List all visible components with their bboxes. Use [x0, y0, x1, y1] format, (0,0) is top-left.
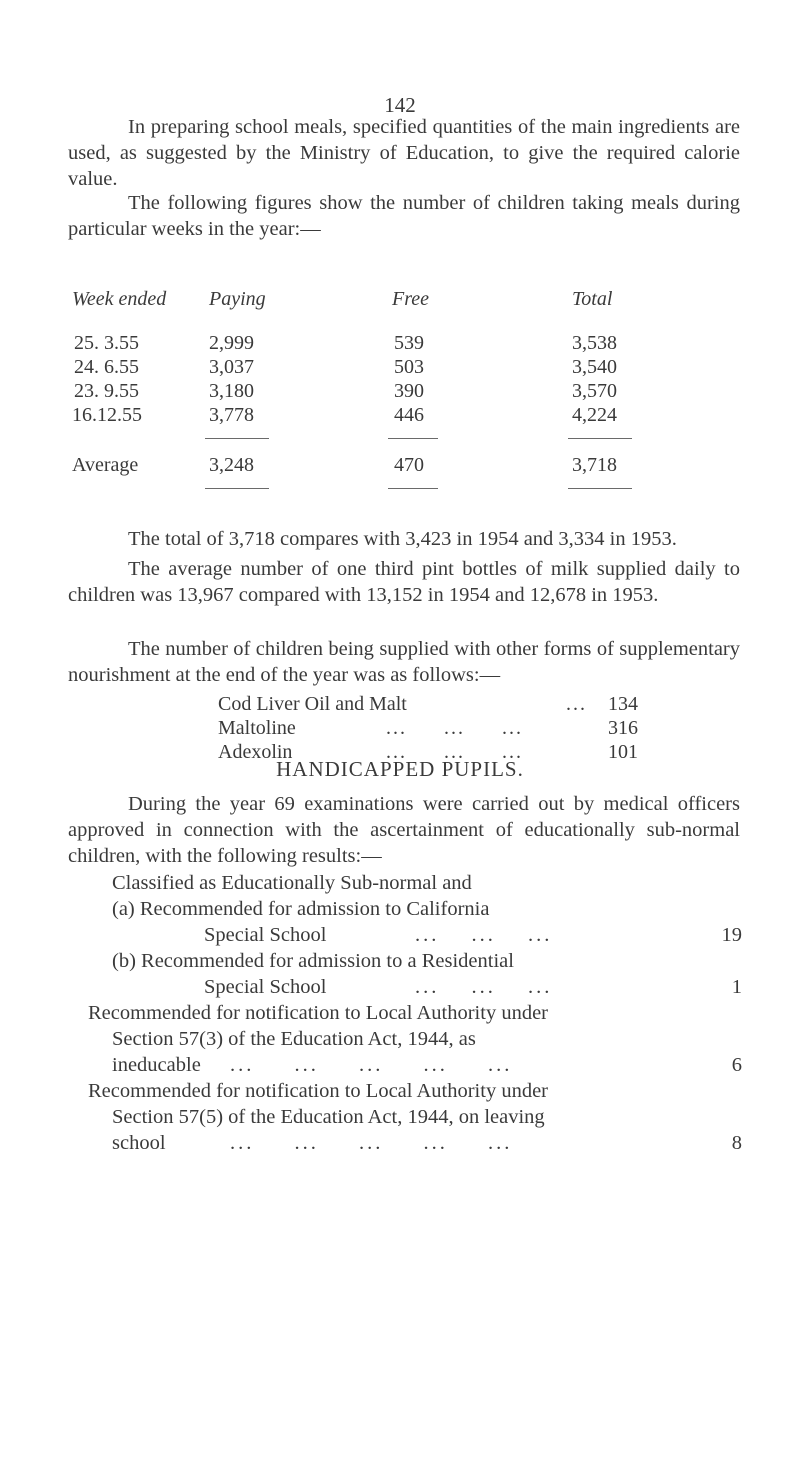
milk-paragraph: The average number of one third pint bottles of milk supplied daily to children was 13,967 compared with 13,152 in 1954 and 12,678 in 1953. [68, 558, 740, 606]
result-c-line: Section 57(3) of the Education Act, 1944, as [112, 1028, 476, 1050]
nourishment-intro-paragraph: The number of children being supplied with other forms of supplementary nourishment at the end of the year was as follows:— [68, 638, 740, 686]
result-d-line: Section 57(5) of the Education Act, 1944, on leaving [112, 1106, 545, 1128]
list-item: Maltoline ... ... ... 316 [218, 717, 638, 739]
examination-results [88, 872, 742, 1432]
header-paying: Paying [209, 288, 266, 310]
list-item: Adexolin ... ... ... 101 [218, 741, 638, 763]
result-d-line: Recommended for notification to Local Authority under [88, 1080, 548, 1102]
handicapped-paragraph: During the year 69 examinations were carried out by medical officers approved in connection with the ascertainment of educationally sub-normal children, with the following results:— [68, 793, 740, 867]
column-rule [205, 488, 269, 489]
result-c-line: ineducable [112, 1054, 201, 1076]
result-a-line: Special School [204, 924, 327, 946]
result-a-line: (a) Recommended for admission to California [112, 898, 490, 920]
classified-line: Classified as Educationally Sub-normal and [112, 872, 472, 894]
figures-intro-paragraph: The following figures show the number of children taking meals during particular weeks in the year:— [68, 192, 740, 240]
leader-dots: ... ... ... ... ... [230, 1132, 513, 1154]
column-rule [205, 438, 269, 439]
result-c-count: 6 [731, 1054, 742, 1076]
section-heading-handicapped-pupils: HANDICAPPED PUPILS. [276, 757, 524, 781]
leader-dots: ... ... ... [415, 976, 553, 998]
leader-dots: ... ... ... [415, 924, 553, 946]
result-d-line: school [112, 1132, 166, 1154]
total-comparison-paragraph: The total of 3,718 compares with 3,423 in 1954 and 3,334 in 1953. [128, 528, 677, 550]
column-rule [568, 438, 632, 439]
header-total: Total [572, 288, 613, 310]
result-a-count: 19 [721, 924, 742, 946]
result-b-line: (b) Recommended for admission to a Residential [112, 950, 514, 972]
column-rule [388, 488, 438, 489]
page-number: 142 [384, 93, 416, 117]
leader-dots: ... ... ... ... ... [230, 1054, 513, 1076]
result-b-count: 1 [731, 976, 742, 998]
result-c-line: Recommended for notification to Local Authority under [88, 1002, 548, 1024]
intro-paragraph: In preparing school meals, specified quantities of the main ingredients are used, as suggested by the Ministry of Education, to give the required calorie value. [68, 116, 740, 190]
column-rule [388, 438, 438, 439]
header-week-ended: Week ended [72, 288, 167, 310]
list-item: Cod Liver Oil and Malt ... 134 [218, 693, 638, 715]
result-b-line: Special School [204, 976, 327, 998]
header-free: Free [392, 288, 430, 310]
column-rule [568, 488, 632, 489]
result-d-count: 8 [731, 1132, 742, 1154]
